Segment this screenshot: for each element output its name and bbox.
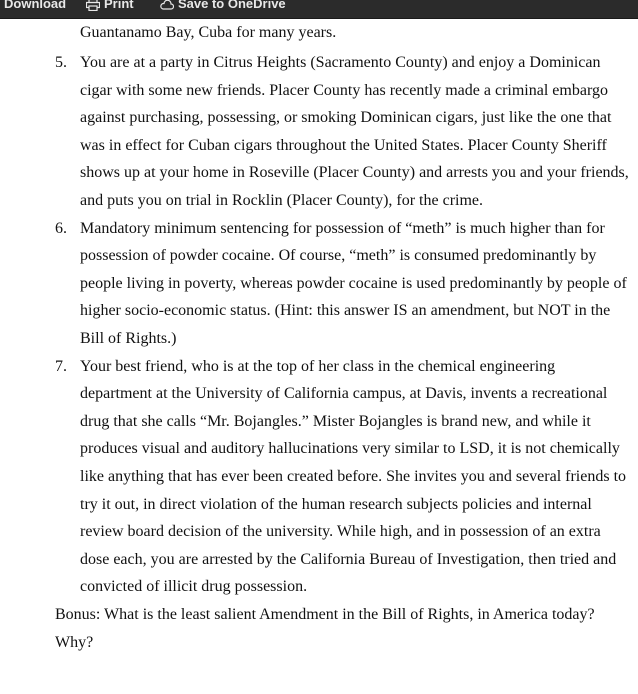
download-button[interactable]: Download	[4, 0, 67, 11]
item-text-line: possession of powder cocaine. Of course, “meth” is consumed predominantly by	[80, 247, 597, 265]
print-button[interactable]	[86, 0, 134, 14]
bonus-text-line: Bonus: What is the least salient Amendment in the Bill of Rights, in America today?	[55, 606, 595, 623]
item-text-line: cigar with some new friends. Placer County has recently made a criminal embargo	[80, 81, 608, 99]
item-number: 6.	[55, 219, 67, 237]
item-text-line: higher socio-economic status. (Hint: this answer IS an amendment, but NOT in the	[80, 302, 611, 320]
item-text-line: You are at a party in Citrus Heights (Sacramento County) and enjoy a Dominican	[80, 54, 601, 71]
item-text-line: people living in poverty, whereas powder cocaine is used predominantly by people of	[80, 274, 627, 292]
item-number: 7.	[55, 357, 67, 375]
item-text-line: shows up at your home in Roseville (Placer County) and arrests you and your friends,	[80, 164, 629, 182]
item-text-line: review board decision of the university. While high, and in possession of an extra	[80, 523, 601, 541]
item-text-line: drug that she calls “Mr. Bojangles.” Mister Bojangles is brand new, and while it	[80, 412, 591, 430]
save-label: Save to OneDrive	[178, 0, 286, 11]
item-text-line: produces visual and auditory hallucinations very similar to LSD, it is not chemically	[80, 440, 620, 458]
print-label: Print	[104, 0, 134, 11]
save-to-onedrive-button[interactable]	[160, 0, 286, 14]
bonus-text-line: Why?	[55, 633, 94, 651]
printer-icon	[86, 0, 100, 11]
item-text-line: and puts you on trial in Rocklin (Placer County), for the crime.	[80, 192, 484, 209]
item-text-line: like anything that has ever been created before. She invites you and several friends to	[80, 468, 627, 485]
item-text-line: dose each, you are arrested by the California Bureau of Investigation, then tried and	[80, 550, 617, 568]
item-text-line: Mandatory minimum sentencing for possession of “meth” is much higher than for	[80, 219, 605, 237]
item-text-line: was in effect for Cuban cigars throughout the United States. Placer County Sheriff	[80, 136, 607, 154]
item-text-line: Bill of Rights.)	[80, 330, 177, 347]
document-toolbar	[0, 0, 638, 19]
item-number: 5.	[55, 54, 67, 71]
item-text-line: department at the University of California campus, at Davis, invents a recreational	[80, 385, 608, 403]
item-text-line: convicted of illicit drug possession.	[80, 578, 308, 596]
cloud-icon	[160, 0, 174, 11]
item-text-line: against purchasing, possessing, or smoking Dominican cigars, just like the one that	[80, 109, 612, 127]
item-text-line: try it out, in direct violation of the human research subjects policies and internal	[80, 495, 592, 513]
continuation-line: Guantanamo Bay, Cuba for many years.	[80, 24, 337, 41]
document-page	[0, 19, 638, 694]
item-text-line: Your best friend, who is at the top of her class in the chemical engineering	[80, 357, 556, 375]
